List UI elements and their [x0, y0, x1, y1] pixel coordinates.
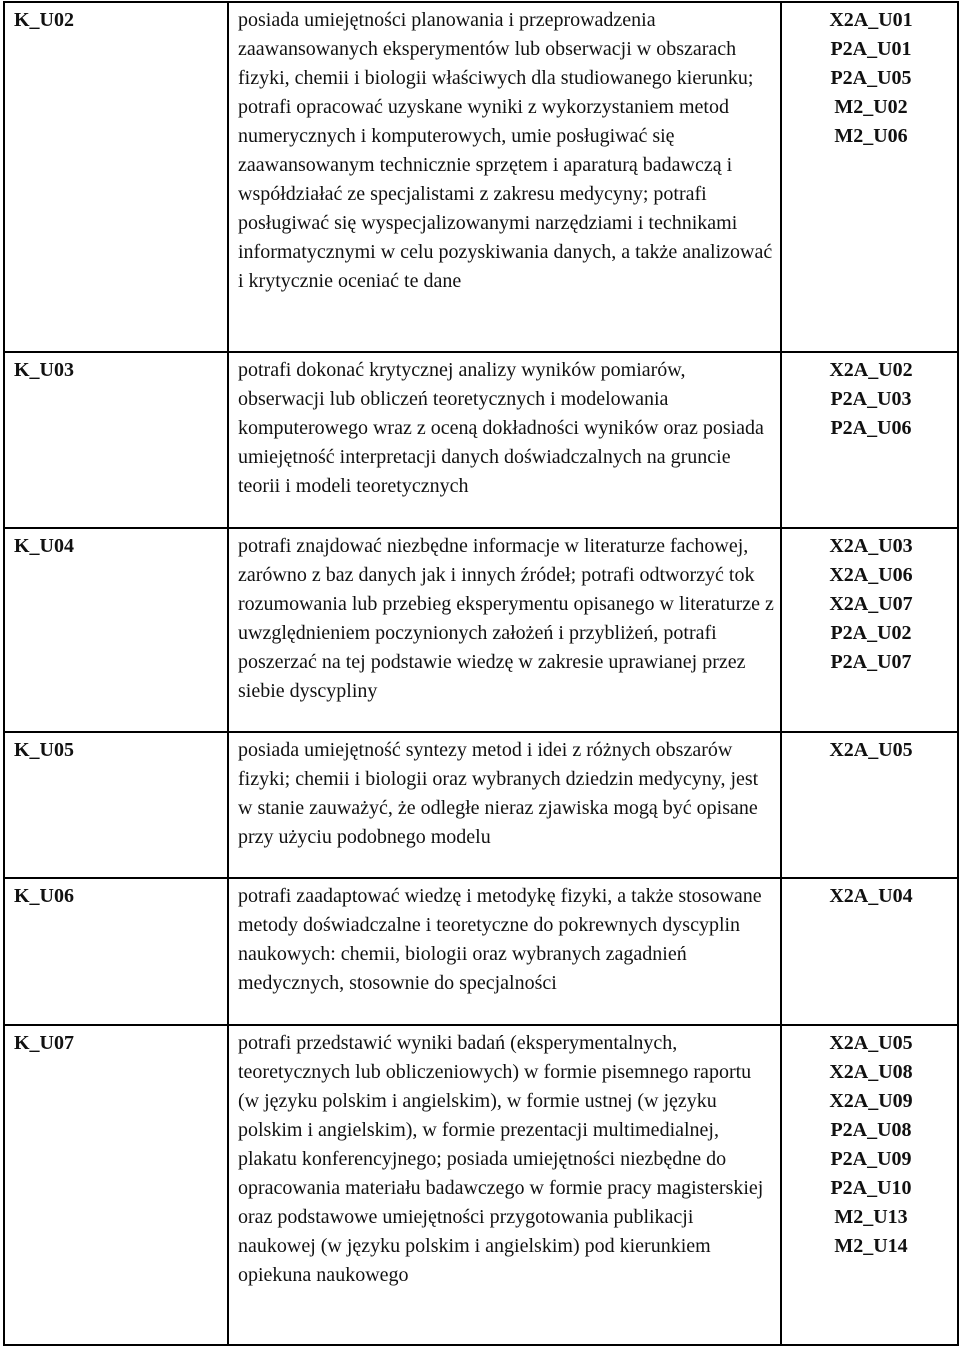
- reference-code: P2A_U01: [830, 38, 912, 60]
- outcome-code: K_U05: [4, 732, 228, 878]
- reference-code: X2A_U09: [829, 1090, 913, 1112]
- reference-code: X2A_U03: [829, 535, 913, 557]
- outcome-description: potrafi zaadaptować wiedzę i metodykę fizyki, a także stosowane metody doświadczalne i teoretyczne do pokrewnych dyscyplin naukowych: chemii, biologii oraz wybranych zagadnień medycznych, stosownie do specjalności: [228, 878, 781, 1025]
- reference-code: P2A_U03: [830, 388, 912, 410]
- reference-code: X2A_U05: [829, 739, 913, 761]
- outcome-code: K_U06: [4, 878, 228, 1025]
- outcome-description: posiada umiejętności planowania i przeprowadzenia zaawansowanych eksperymentów lub obserwacji w obszarach fizyki, chemii i biologii właściwych dla studiowanego kierunku; potrafi opracować uzyskane wyniki z wykorzystaniem metod numerycznych i komputerowych, umie posługiwać się zaawansowanym technicznie sprzętem i aparaturą badawczą i współdziałać ze specjalistami z zakresu medycyny; potrafi posługiwać się wyspecjalizowanymi narzędziami i technikami informatycznymi w celu pozyskiwania danych, a także analizować i krytycznie oceniać te dane: [228, 2, 781, 352]
- outcome-code: K_U04: [4, 528, 228, 732]
- outcome-references: [781, 732, 958, 878]
- table-row: [4, 2, 958, 352]
- reference-code: P2A_U02: [830, 622, 912, 644]
- outcome-description: posiada umiejętność syntezy metod i idei z różnych obszarów fizyki; chemii i biologii oraz wybranych dziedzin medycyny, jest w stanie zauważyć, że odległe nieraz zjawiska mogą być opisane przy użyciu podobnego modelu: [228, 732, 781, 878]
- outcome-description: potrafi znajdować niezbędne informacje w literaturze fachowej, zarówno z baz danych jak i innych źródeł; potrafi odtworzyć tok rozumowania lub przebieg eksperymentu opisanego w literaturze z uwzględnieniem poczynionych założeń i przybliżeń, potrafi poszerzać na tej podstawie wiedzę w zakresie uprawianej przez siebie dyscypliny: [228, 528, 781, 732]
- reference-code: X2A_U04: [829, 885, 913, 907]
- table-row: [4, 732, 958, 878]
- outcome-references: [781, 528, 958, 732]
- reference-code: X2A_U05: [829, 1032, 913, 1054]
- reference-code: X2A_U08: [829, 1061, 913, 1083]
- outcome-code: K_U03: [4, 352, 228, 528]
- reference-code: M2_U02: [834, 96, 908, 118]
- reference-code: P2A_U07: [830, 651, 912, 673]
- outcome-description: potrafi przedstawić wyniki badań (eksperymentalnych, teoretycznych lub obliczeniowych) w formie pisemnego raportu (w języku polskim i angielskim), w formie ustnej (w języku polskim i angielskim), w formie prezentacji multimedialnej, plakatu konferencyjnego; posiada umiejętności niezbędne do opracowania materiału badawczego w formie pracy magisterskiej oraz podstawowe umiejętności przygotowania publikacji naukowej (w języku polskim i angielskim) pod kierunkiem opiekuna naukowego: [228, 1025, 781, 1345]
- table-row: [4, 1025, 958, 1345]
- outcome-description: potrafi dokonać krytycznej analizy wyników pomiarów, obserwacji lub obliczeń teoretycznych i modelowania komputerowego wraz z oceną dokładności wyników oraz posiada umiejętność interpretacji danych doświadczalnych na gruncie teorii i modeli teoretycznych: [228, 352, 781, 528]
- reference-code: X2A_U06: [829, 564, 913, 586]
- learning-outcomes-table: [3, 1, 959, 1346]
- reference-code: P2A_U08: [830, 1119, 912, 1141]
- reference-code: X2A_U02: [829, 359, 913, 381]
- outcome-references: [781, 1025, 958, 1345]
- reference-code: P2A_U09: [830, 1148, 912, 1170]
- outcome-code: K_U07: [4, 1025, 228, 1345]
- reference-code: P2A_U05: [830, 67, 912, 89]
- table-row: [4, 878, 958, 1025]
- reference-code: X2A_U07: [829, 593, 913, 615]
- reference-code: M2_U13: [834, 1206, 908, 1228]
- reference-code: P2A_U10: [830, 1177, 912, 1199]
- table-row: [4, 528, 958, 732]
- reference-code: X2A_U01: [829, 9, 913, 31]
- outcome-references: [781, 878, 958, 1025]
- reference-code: M2_U06: [834, 125, 908, 147]
- outcome-code: K_U02: [4, 2, 228, 352]
- table-row: [4, 352, 958, 528]
- outcome-references: [781, 352, 958, 528]
- reference-code: P2A_U06: [830, 417, 912, 439]
- outcome-references: [781, 2, 958, 352]
- reference-code: M2_U14: [834, 1235, 908, 1257]
